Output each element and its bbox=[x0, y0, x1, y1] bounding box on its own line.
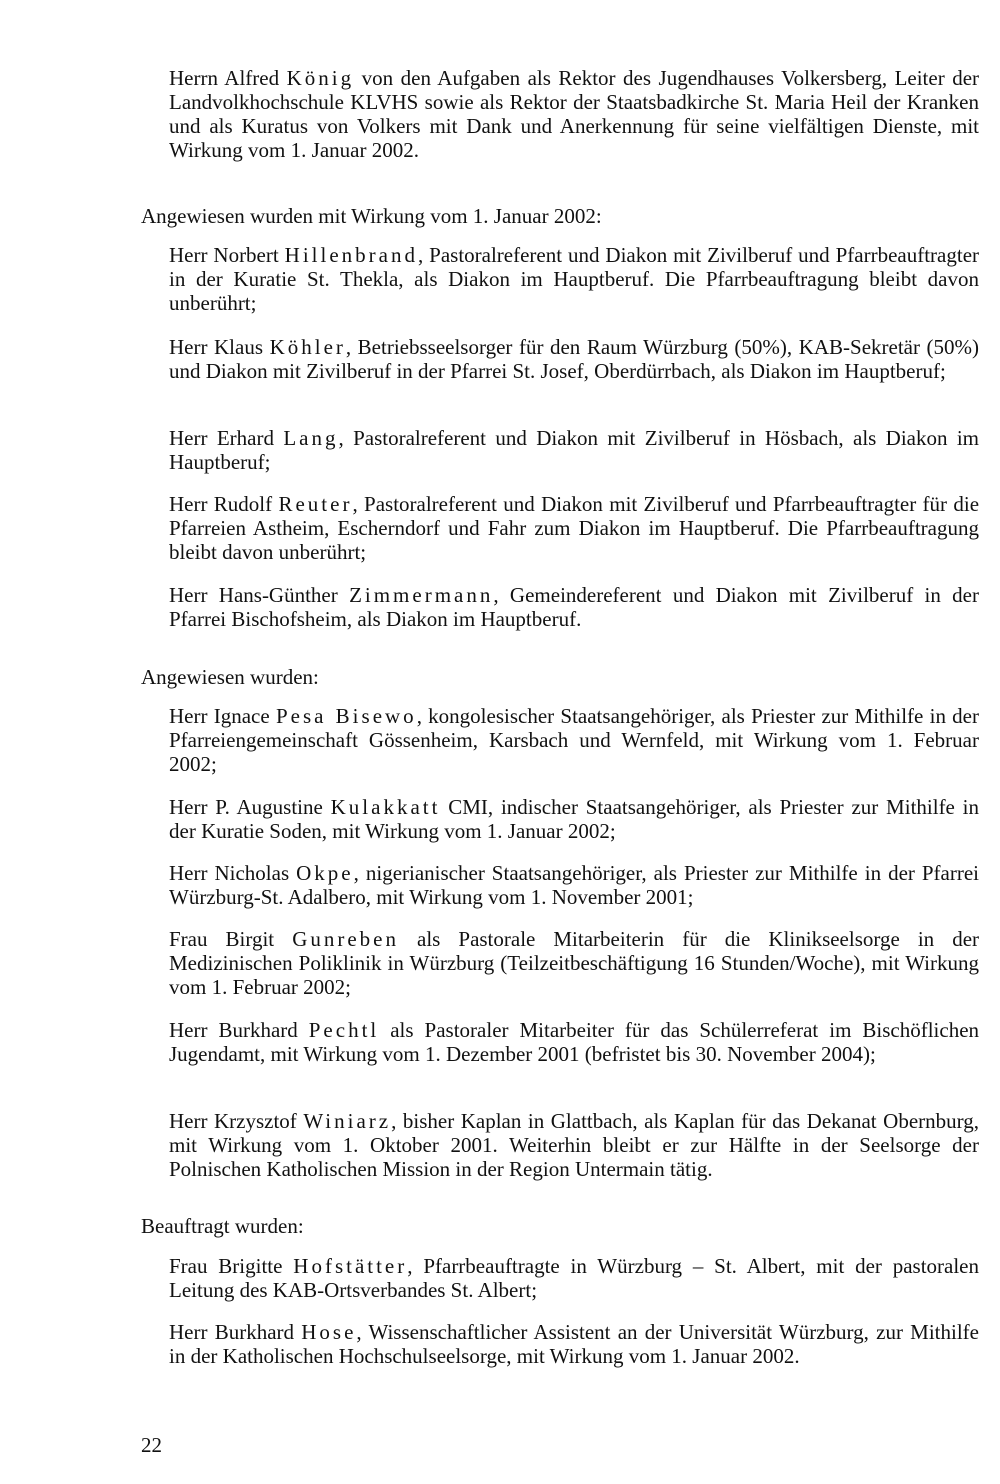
entry-name: Okpe bbox=[296, 861, 354, 885]
list-item bbox=[169, 927, 979, 999]
entry-name: Köhler bbox=[269, 335, 346, 359]
entry-name: Gunreben bbox=[292, 927, 399, 951]
entry-text: , bisher Kaplan in Glattbach, als Kaplan für das Dekanat Obernburg, mit Wirkung vom 1. Oktober 2001. Weiterhin bleibt er zur Hälfte in der Seelsorge der Polnischen Katholischen Mission in der Region Untermain tätig. bbox=[169, 1109, 980, 1181]
list-item bbox=[169, 1018, 979, 1066]
entry-text: , Betriebsseelsorger für den Raum Würzburg (50%), KAB-Sekretär (50%) und Diakon mit Zivilberuf in der Pfarrei St. Josef, Oberdürrbach, als Diakon im Hauptberuf; bbox=[169, 335, 980, 383]
page-number: 22 bbox=[141, 1433, 162, 1457]
entry-name: Hose bbox=[301, 1320, 357, 1344]
entry-prefix: Herr Rudolf bbox=[169, 492, 273, 516]
entry-prefix: Herr Klaus bbox=[169, 335, 264, 359]
entry-name: Zimmermann bbox=[349, 583, 494, 607]
section-heading-1: Angewiesen wurden mit Wirkung vom 1. Januar 2002: bbox=[141, 204, 602, 228]
entry-name: Pechtl bbox=[308, 1018, 380, 1042]
intro-entry bbox=[169, 66, 979, 162]
list-item bbox=[169, 243, 979, 315]
entry-prefix: Herr P. Augustine bbox=[169, 795, 323, 819]
entry-prefix: Herr Ignace bbox=[169, 704, 270, 728]
entry-name: Pesa Bisewo bbox=[275, 704, 417, 728]
entry-text: als Pastoraler Mitarbeiter für das Schülerreferat im Bischöflichen Jugendamt, mit Wirkung vom 1. Dezember 2001 (befristet bis 30. November 2004); bbox=[169, 1018, 980, 1066]
entry-name: König bbox=[286, 66, 355, 90]
entry-prefix: Herr Krzysztof bbox=[169, 1109, 297, 1133]
entry-text: , kongolesischer Staatsangehöriger, als Priester zur Mithilfe in der Pfarreiengemeinschaft Gössenheim, Karsbach und Wernfeld, mit Wirkung vom 1. Februar 2002; bbox=[169, 704, 980, 776]
entry-name: Reuter bbox=[278, 492, 353, 516]
list-item bbox=[169, 492, 979, 564]
list-item bbox=[169, 861, 979, 909]
entry-prefix: Herr Norbert bbox=[169, 243, 279, 267]
list-item bbox=[169, 583, 979, 631]
list-item bbox=[169, 1254, 979, 1302]
entry-prefix: Frau Birgit bbox=[169, 927, 275, 951]
entry-text: , Pastoralreferent und Diakon mit Zivilberuf in Hösbach, als Diakon im Hauptberuf; bbox=[169, 426, 980, 474]
list-item bbox=[169, 335, 979, 383]
entry-prefix: Herrn Alfred bbox=[169, 66, 280, 90]
entry-text: , Pfarrbeauftragte in Würzburg – St. Albert, mit der pastoralen Leitung des KAB-Ortsverbandes St. Albert; bbox=[169, 1254, 980, 1302]
entry-name: Hofstätter bbox=[293, 1254, 408, 1278]
entry-prefix: Herr Burkhard bbox=[169, 1320, 295, 1344]
list-item bbox=[169, 704, 979, 776]
list-item bbox=[169, 426, 979, 474]
entry-text: als Pastorale Mitarbeiterin für die Klinikseelsorge in der Medizinischen Poliklinik in Würzburg (Teilzeitbeschäftigung 16 Stunden/Woche), mit Wirkung vom 1. Februar 2002; bbox=[169, 927, 980, 999]
entry-text: , Gemeindereferent und Diakon mit Zivilberuf in der Pfarrei Bischofsheim, als Diakon im Hauptberuf. bbox=[169, 583, 979, 631]
entry-name: Hillenbrand bbox=[284, 243, 418, 267]
entry-text: , Wissenschaftlicher Assistent an der Universität Würzburg, zur Mithilfe in der Katholischen Hochschulseelsorge, mit Wirkung vom 1. Januar 2002. bbox=[169, 1320, 979, 1368]
entry-prefix: Herr Nicholas bbox=[169, 861, 290, 885]
list-item bbox=[169, 1109, 979, 1181]
entry-prefix: Herr Erhard bbox=[169, 426, 274, 450]
entry-name: Winiarz bbox=[303, 1109, 392, 1133]
entry-name: Lang bbox=[283, 426, 339, 450]
list-item bbox=[169, 1320, 979, 1368]
entry-text: , Pastoralreferent und Diakon mit Zivilberuf und Pfarrbeauftragter in der Kuratie St. Thekla, als Diakon im Hauptberuf. Die Pfarrbeauftragung bleibt davon unberührt; bbox=[169, 243, 980, 315]
entry-text: von den Aufgaben als Rektor des Jugendhauses Volkersberg, Leiter der Landvolkhochschule KLVHS sowie als Rektor der Staatsbadkirche St. Maria Heil der Kranken und als Kuratus von Volkers mit Dank und Anerkennung für seine vielfältigen Dienste, mit Wirkung vom 1. Januar 2002. bbox=[169, 66, 980, 162]
entry-prefix: Herr Burkhard bbox=[169, 1018, 298, 1042]
section-heading-3: Beauftragt wurden: bbox=[141, 1214, 304, 1238]
entry-name: Kulakkatt bbox=[330, 795, 441, 819]
entry-prefix: Frau Brigitte bbox=[169, 1254, 283, 1278]
entry-text: , Pastoralreferent und Diakon mit Zivilberuf und Pfarrbeauftragter für die Pfarreien Astheim, Escherndorf und Fahr zum Diakon im Hauptberuf. Die Pfarrbeauftragung bleibt davon unberührt; bbox=[169, 492, 980, 564]
entry-text: , nigerianischer Staatsangehöriger, als Priester zur Mithilfe in der Pfarrei Würzburg-St. Adalbero, mit Wirkung vom 1. November 2001; bbox=[169, 861, 980, 909]
section-heading-2: Angewiesen wurden: bbox=[141, 665, 319, 689]
entry-prefix: Herr Hans-Günther bbox=[169, 583, 338, 607]
list-item bbox=[169, 795, 979, 843]
entry-text: CMI, indischer Staatsangehöriger, als Priester zur Mithilfe in der Kuratie Soden, mit Wirkung vom 1. Januar 2002; bbox=[169, 795, 980, 843]
